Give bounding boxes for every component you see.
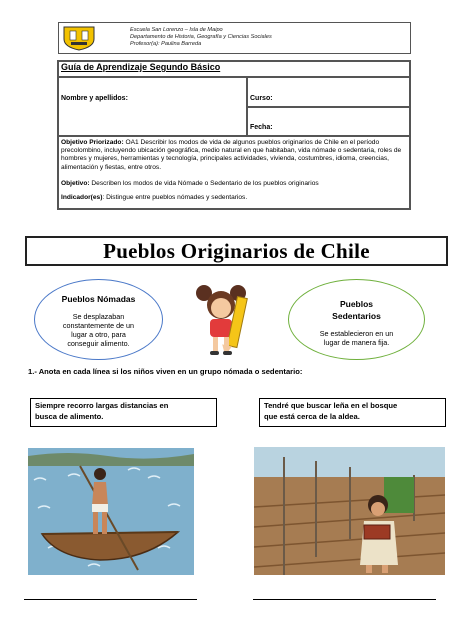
divider — [57, 76, 411, 78]
sedentary-title — [288, 298, 425, 322]
course-label: Curso: — [250, 95, 273, 102]
statement-box-right — [259, 398, 446, 427]
school-line-1: Escuela San Lorenzo – Isla de Maipo — [130, 27, 223, 33]
school-logo — [62, 25, 96, 51]
answer-line-right[interactable] — [253, 599, 436, 600]
nomadic-title: Pueblos Nómadas — [61, 294, 136, 304]
indicator-text: : Distingue entre pueblos nómades y sedentarios. — [102, 194, 248, 201]
statement-line: que está cerca de la aldea. — [264, 411, 360, 421]
nomadic-desc-line: constantemente de un — [62, 321, 135, 330]
date-label: Fecha: — [250, 124, 273, 131]
nomadic-desc-line: Se desplazaban — [72, 312, 125, 321]
answer-line-left[interactable] — [24, 599, 197, 600]
sedentary-title-line: Sedentarios — [332, 311, 381, 321]
divider — [57, 135, 411, 137]
indicator-label: Indicador(es) — [61, 194, 103, 201]
school-line-3: Profesor(a): Paulina Barreda — [130, 41, 202, 47]
statement-box-left — [30, 398, 217, 427]
indicator — [61, 194, 407, 202]
nomadic-desc-line: lugar a otro, para — [71, 330, 126, 339]
objective-prioritized-text: OA1 Describir los modos de vida de algunos pueblos originarios de Chile en el período precolombino, incluyendo ubicación geográfica, medio natural en que habitaban, vida nómade o sedentaria, roles de hombres y mujeres, herramientas y tecnología, principales actividades, vivienda, costumbres, idioma, creencias, alimentación y fiestas, entre otros. — [61, 139, 402, 171]
sedentary-title-line: Pueblos — [339, 299, 374, 309]
name-label: Nombre y apellidos: — [61, 95, 128, 102]
objective-prioritized — [61, 139, 407, 172]
boy-canoe-illustration — [28, 448, 194, 575]
nomadic-desc-line: conseguir alimento. — [67, 339, 130, 348]
school-info — [130, 27, 272, 48]
girl-wood-illustration — [254, 447, 445, 575]
objective-label: Objetivo: — [61, 180, 90, 187]
divider — [246, 106, 411, 108]
statement-line: Siempre recorro largas distancias en — [35, 401, 169, 410]
sedentary-desc-line: Se establecieron en un — [319, 329, 394, 338]
objective — [61, 180, 407, 188]
school-line-2: Departamento de Historia, Geografía y Ciencias Sociales — [130, 34, 272, 40]
question-1: 1.- Anota en cada línea si los niños viven en un grupo nómada o sedentario: — [28, 367, 303, 376]
sedentary-desc — [288, 329, 425, 347]
girl-pencil-illustration — [180, 283, 264, 359]
statement-line: Tendré que buscar leña en el bosque — [264, 401, 398, 410]
objective-text: Describen los modos de vida Nómade o Sedentario de los pueblos originarios — [89, 180, 319, 187]
nomadic-desc — [34, 312, 163, 348]
objective-prioritized-label: Objetivo Priorizado: — [61, 139, 124, 146]
sedentary-desc-line: lugar de manera fija. — [323, 338, 390, 347]
statement-line: busca de alimento. — [35, 411, 104, 421]
main-title: Pueblos Originarios de Chile — [25, 236, 448, 266]
guide-title: Guía de Aprendizaje Segundo Básico — [61, 62, 221, 72]
